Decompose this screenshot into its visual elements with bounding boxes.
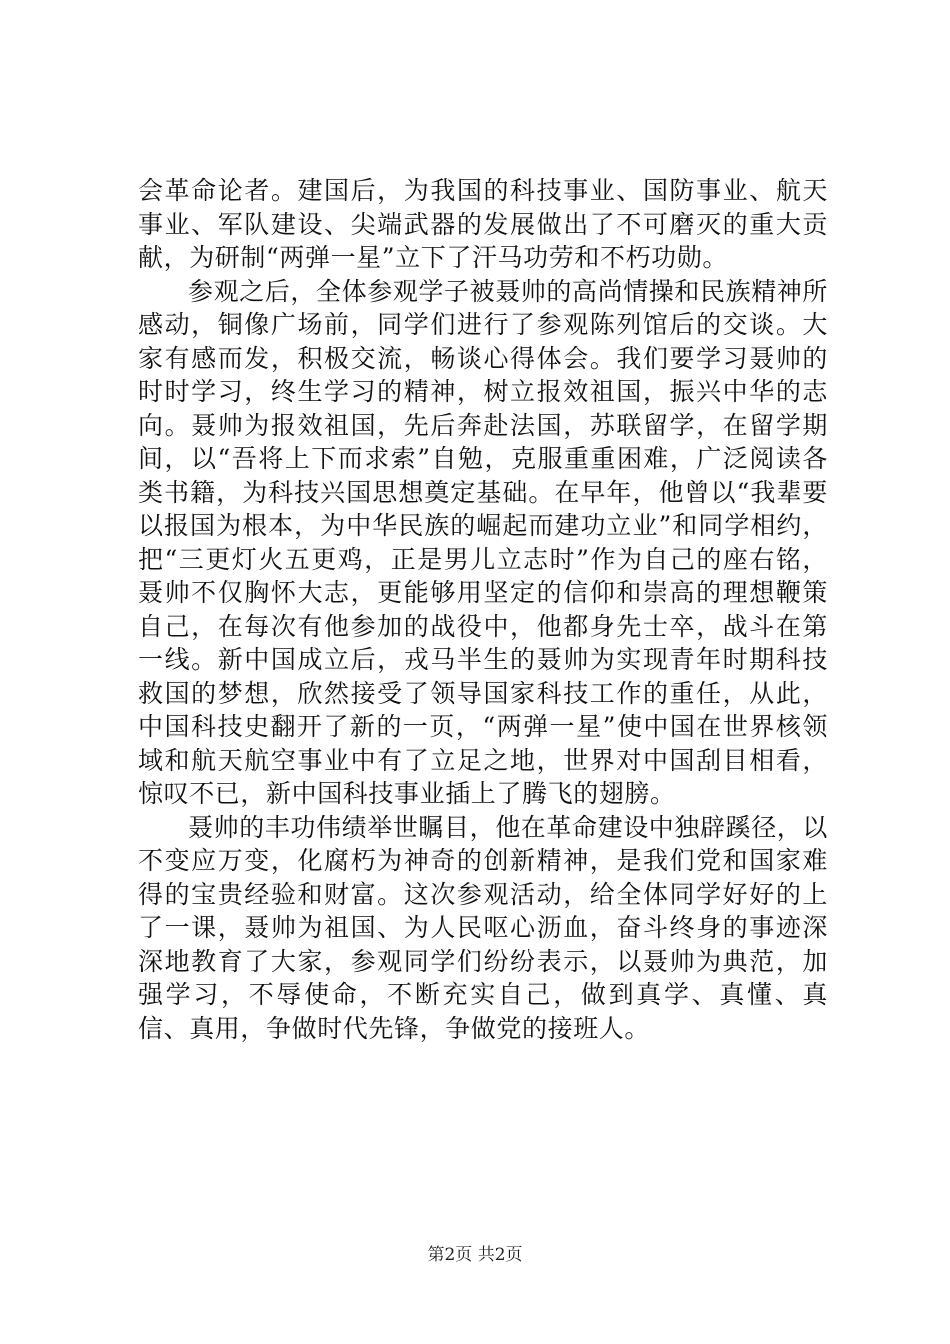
- document-body: [138, 174, 828, 1045]
- paragraph-conclusion: 聂帅的丰功伟绩举世瞩目，他在革命建设中独辟蹊径，以不变应万变，化腐朽为神奇的创新精神，是我们党和国家难得的宝贵经验和财富。这次参观活动，给全体同学好好的上了一课，聂帅为祖国、为人民呕心沥血，奋斗终身的事迹深深地教育了大家，参观同学们纷纷表示，以聂帅为典范，加强学习，不辱使命，不断充实自己，做到真学、真懂、真信、真用，争做时代先锋，争做党的接班人。: [138, 812, 829, 1043]
- paragraph-visit-reflection: 参观之后，全体参观学子被聂帅的高尚情操和民族精神所感动，铜像广场前，同学们进行了参观陈列馆后的交谈。大家有感而发，积极交流，畅谈心得体会。我们要学习聂帅的时时学习，终生学习的精神，树立报效祖国，振兴中华的志向。聂帅为报效祖国，先后奔赴法国，苏联留学，在留学期间，以“吾将上下而求索”自勉，克服重重困难，广泛阅读各类书籍，为科技兴国思想奠定基础。在早年，他曾以“我辈要以报国为根本，为中华民族的崛起而建功立业”和同学相约，把“三更灯火五更鸡，正是男儿立志时”作为自己的座右铭，聂帅不仅胸怀大志，更能够用坚定的信仰和崇高的理想鞭策自己，在每次有他参加的战役中，他都身先士卒，战斗在第一线。新中国成立后，戎马半生的聂帅为实现青年时期科技救国的梦想，欣然接受了领导国家科技工作的重任，从此，中国科技史翻开了新的一页，“两弹一星”使中国在世界核领域和航天航空事业中有了立足之地，世界对中国刮目相看，惊叹不已，新中国科技事业插上了腾飞的翅膀。: [138, 276, 829, 808]
- page-number-footer: 第2页 共2页: [427, 1245, 523, 1265]
- paragraph-continuation: 会革命论者。建国后，为我国的科技事业、国防事业、航天事业、军队建设、尖端武器的发展做出了不可磨灭的重大贡献，为研制“两弹一星”立下了汗马功劳和不朽功勋。: [138, 176, 828, 272]
